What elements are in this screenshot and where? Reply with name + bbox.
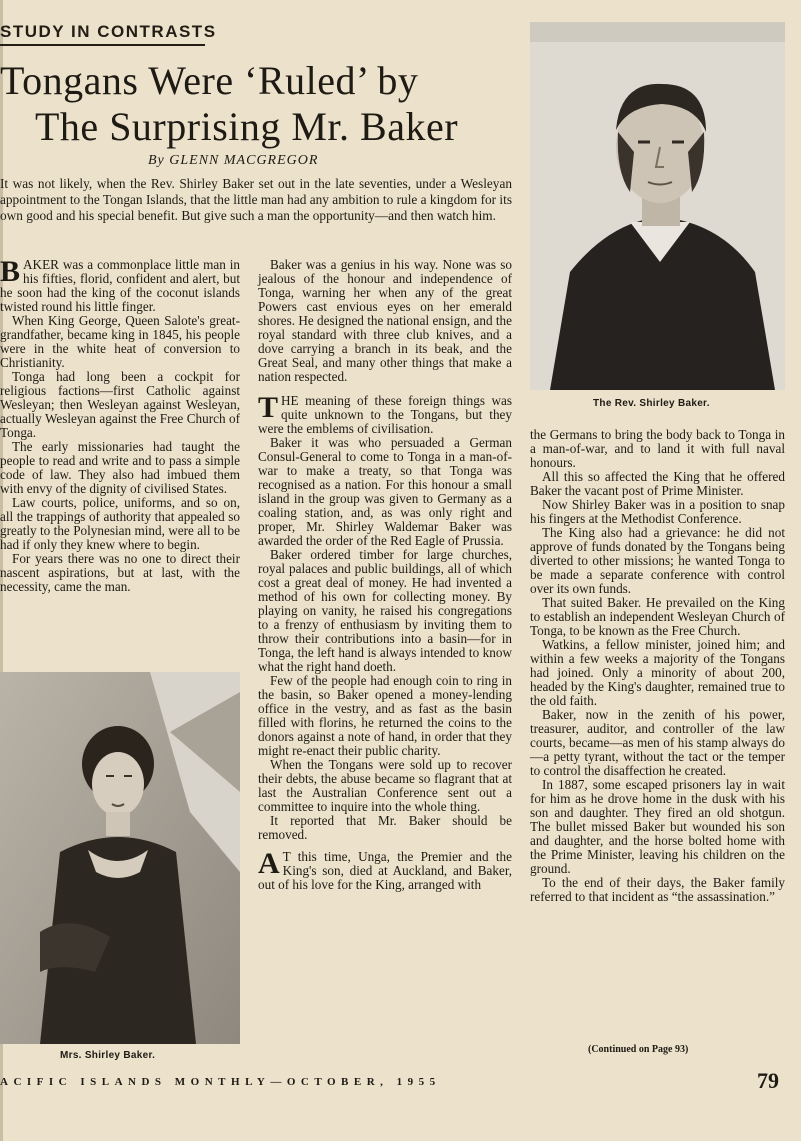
section-kicker: STUDY IN CONTRASTS	[0, 22, 217, 41]
article-column-3	[530, 428, 785, 904]
paragraph: Baker, now in the zenith of his power, treasurer, auditor, and controller of the law courts, became—as men of his stamp always do—a petty tyrant, without the tact or the temper to control the disaffection he created.	[530, 707, 785, 778]
drop-cap: B	[0, 255, 21, 288]
byline: By GLENN MACGREGOR	[148, 153, 319, 168]
drop-cap: A	[258, 847, 280, 880]
photo-caption-rev-baker: The Rev. Shirley Baker.	[593, 398, 710, 409]
page-number: 79	[757, 1068, 779, 1093]
paragraph: BAKER was a commonplace little man in his fifties, florid, confident and alert, but he soon had the king of the coconut islands twisted round his little finger.	[0, 255, 240, 314]
photo-caption-mrs-baker: Mrs. Shirley Baker.	[60, 1050, 156, 1061]
article-column-2	[258, 258, 512, 892]
paragraph: For years there was no one to direct their nascent aspirations, but at last, with the necessity, came the man.	[0, 551, 240, 594]
continued-notice: (Continued on Page 93)	[588, 1044, 689, 1055]
intro-paragraph: It was not likely, when the Rev. Shirley Baker set out in the late seventies, under a Wesleyan appointment to the Tongan Islands, that the little man had any ambition to rule a kingdom for its own good and his special benefit. But give such a man the opportunity—and then watch him.	[0, 176, 512, 223]
headline-line-1: Tongans Were ‘Ruled’ by	[0, 58, 419, 103]
paragraph: Few of the people had enough coin to ring in the basin, so Baker opened a money-lending office in the vestry, and as fast as the basin filled with florins, he returned the coins to the donors against a note of hand, in order that they might re-enact their public charity.	[258, 673, 512, 758]
headline-line-2: The Surprising Mr. Baker	[35, 104, 459, 149]
paragraph: The early missionaries had taught the people to read and write and to pass a simple code of law. They also had imbued them with envy of the dignity of civilised States.	[0, 439, 240, 496]
paragraph: When King George, Queen Salote's great-grandfather, became king in 1845, his people were in the white heat of conversion to Christianity.	[0, 313, 240, 370]
paragraph: All this so affected the King that he offered Baker the vacant post of Prime Minister.	[530, 469, 785, 498]
paragraph: Law courts, police, uniforms, and so on, all the trappings of authority that appealed so greatly to the Polynesian mind, were all to be had if only they knew where to begin.	[0, 495, 240, 552]
paragraph: It reported that Mr. Baker should be removed.	[258, 813, 512, 842]
drop-cap: T	[258, 391, 279, 424]
paragraph: When the Tongans were sold up to recover their debts, the abuse became so flagrant that at last the Australian Conference sent out a committee to inquire into the whole thing.	[258, 757, 512, 814]
paragraph: Watkins, a fellow minister, joined him; and within a few weeks a majority of the Tongans had joined. Only a minority of about 200, headed by the King's daughter, remained true to the old faith.	[530, 637, 785, 708]
paragraph: THE meaning of these foreign things was quite unknown to the Tongans, but they were the emblems of civilisation.	[258, 391, 512, 436]
footer-masthead: ACIFIC ISLANDS MONTHLY—OCTOBER, 1955	[0, 1076, 441, 1088]
photo-rev-baker	[530, 22, 785, 390]
paragraph: Baker ordered timber for large churches, royal palaces and public buildings, all of which cost a great deal of money. He had invented a method of his own for collecting money. By playing on vanity, he raised his congregations to a frenzy of enthusiasm by inviting them to throw their contributions into a basin—for in Tonga, the left hand is always intended to know what the right hand doeth.	[258, 547, 512, 674]
photo-mrs-baker	[0, 672, 240, 1044]
paragraph: That suited Baker. He prevailed on the King to establish an independent Wesleyan Church of Tonga, to be known as the Free Church.	[530, 595, 785, 638]
portrait-illustration	[530, 22, 785, 390]
paragraph: The King also had a grievance: he did not approve of funds donated by the Tongans being diverted to other missions; he wanted Tonga to be made a separate conference with control over its own funds.	[530, 525, 785, 596]
paragraph: Baker it was who persuaded a German Consul-General to come to Tonga in a man-of-war to make a treaty, so that Tonga was recognised as a nation. For this honour a small island in the group was given to Germany as a coaling station, and, as was only right and proper, Mr. Shirley Waldemar Baker was awarded the order of the Red Eagle of Prussia.	[258, 435, 512, 548]
article-column-1	[0, 255, 240, 594]
paragraph: A T this time, Unga, the Premier and the King's son, died at Auckland, and Baker, out of his love for the King, arranged with	[258, 847, 512, 892]
portrait-illustration	[0, 672, 240, 1044]
kicker-rule	[0, 44, 205, 46]
paragraph: Tonga had long been a cockpit for religious factions—first Catholic against Wesleyan; then Wesleyan against Wesleyan, actually Wesleyan against the Free Church of Tonga.	[0, 369, 240, 440]
paragraph: To the end of their days, the Baker family referred to that incident as “the assassination.”	[530, 875, 785, 904]
paragraph: Baker was a genius in his way. None was so jealous of the honour and independence of Tonga, warning her when any of the great Powers cast envious eyes on her emerald shores. He designed the national ensign, and the royal standard with three club knives, and a dove carrying a branch in its beak, and the Great Seal, and many other things that make a nation respected.	[258, 257, 512, 384]
paragraph: Now Shirley Baker was in a position to snap his fingers at the Methodist Conference.	[530, 497, 785, 526]
paragraph: the Germans to bring the body back to Tonga in a man-of-war, and to land it with full naval honours.	[530, 427, 785, 470]
paragraph: In 1887, some escaped prisoners lay in wait for him as he drove home in the dusk with his son and daughter. They fired an old shotgun. The bullet missed Baker but wounded his son and daughter, and the horse bolted home with the Prime Minister, leaving his children on the ground.	[530, 777, 785, 876]
headline	[0, 58, 515, 150]
